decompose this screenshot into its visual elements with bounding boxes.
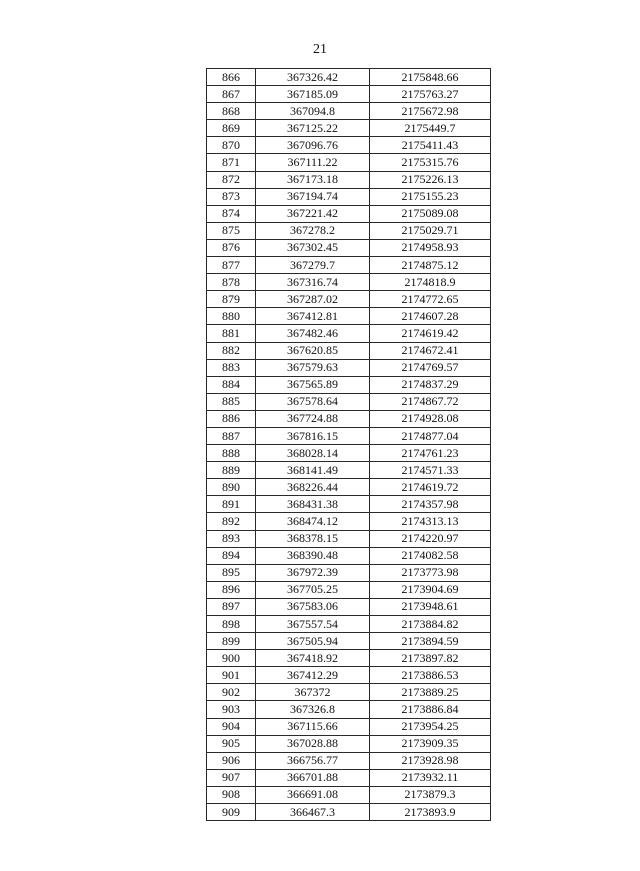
y-coordinate-cell: 2173954.25: [370, 718, 491, 735]
x-coordinate-cell: 367326.42: [256, 69, 370, 86]
x-coordinate-cell: 367816.15: [256, 427, 370, 444]
y-coordinate-cell: 2175763.27: [370, 86, 491, 103]
point-number-cell: 896: [207, 581, 256, 598]
point-number-cell: 897: [207, 598, 256, 615]
point-number-cell: 870: [207, 137, 256, 154]
table-row: [207, 804, 491, 821]
table-row: [207, 239, 491, 256]
x-coordinate-cell: 367287.02: [256, 291, 370, 308]
table-row: [207, 222, 491, 239]
table-row: [207, 530, 491, 547]
y-coordinate-cell: 2173893.9: [370, 804, 491, 821]
x-coordinate-cell: 367505.94: [256, 633, 370, 650]
x-coordinate-cell: 367579.63: [256, 359, 370, 376]
point-number-cell: 908: [207, 786, 256, 803]
y-coordinate-cell: 2174837.29: [370, 376, 491, 393]
y-coordinate-cell: 2173904.69: [370, 581, 491, 598]
table-row: [207, 86, 491, 103]
y-coordinate-cell: 2173909.35: [370, 735, 491, 752]
table-row: [207, 718, 491, 735]
point-number-cell: 886: [207, 410, 256, 427]
x-coordinate-cell: 367221.42: [256, 205, 370, 222]
x-coordinate-cell: 368226.44: [256, 479, 370, 496]
table-row: [207, 69, 491, 86]
point-number-cell: 898: [207, 616, 256, 633]
y-coordinate-cell: 2174357.98: [370, 496, 491, 513]
x-coordinate-cell: 366691.08: [256, 786, 370, 803]
x-coordinate-cell: 367482.46: [256, 325, 370, 342]
table-row: [207, 120, 491, 137]
x-coordinate-cell: 367111.22: [256, 154, 370, 171]
table-row: [207, 188, 491, 205]
table-row: [207, 154, 491, 171]
y-coordinate-cell: 2174818.9: [370, 274, 491, 291]
x-coordinate-cell: 367094.8: [256, 103, 370, 120]
y-coordinate-cell: 2173879.3: [370, 786, 491, 803]
table-row: [207, 633, 491, 650]
table-row: [207, 137, 491, 154]
y-coordinate-cell: 2173932.11: [370, 769, 491, 786]
point-number-cell: 877: [207, 257, 256, 274]
point-number-cell: 883: [207, 359, 256, 376]
y-coordinate-cell: 2174769.57: [370, 359, 491, 376]
x-coordinate-cell: 367028.88: [256, 735, 370, 752]
page-number: 21: [313, 42, 327, 57]
point-number-cell: 869: [207, 120, 256, 137]
x-coordinate-cell: 368028.14: [256, 445, 370, 462]
point-number-cell: 892: [207, 513, 256, 530]
x-coordinate-cell: 368474.12: [256, 513, 370, 530]
table-row: [207, 103, 491, 120]
point-number-cell: 895: [207, 564, 256, 581]
point-number-cell: 907: [207, 769, 256, 786]
point-number-cell: 893: [207, 530, 256, 547]
y-coordinate-cell: 2173889.25: [370, 684, 491, 701]
y-coordinate-cell: 2173773.98: [370, 564, 491, 581]
y-coordinate-cell: 2173928.98: [370, 752, 491, 769]
point-number-cell: 887: [207, 427, 256, 444]
point-number-cell: 890: [207, 479, 256, 496]
y-coordinate-cell: 2174958.93: [370, 239, 491, 256]
x-coordinate-cell: 367173.18: [256, 171, 370, 188]
table-row: [207, 513, 491, 530]
point-number-cell: 873: [207, 188, 256, 205]
x-coordinate-cell: 367372: [256, 684, 370, 701]
table-row: [207, 479, 491, 496]
point-number-cell: 878: [207, 274, 256, 291]
x-coordinate-cell: 367125.22: [256, 120, 370, 137]
point-number-cell: 894: [207, 547, 256, 564]
point-number-cell: 867: [207, 86, 256, 103]
y-coordinate-cell: 2174867.72: [370, 393, 491, 410]
point-number-cell: 866: [207, 69, 256, 86]
x-coordinate-cell: 366756.77: [256, 752, 370, 769]
x-coordinate-cell: 368378.15: [256, 530, 370, 547]
y-coordinate-cell: 2174761.23: [370, 445, 491, 462]
x-coordinate-cell: 367578.64: [256, 393, 370, 410]
x-coordinate-cell: 368431.38: [256, 496, 370, 513]
x-coordinate-cell: 367972.39: [256, 564, 370, 581]
x-coordinate-cell: 367096.76: [256, 137, 370, 154]
y-coordinate-cell: 2173897.82: [370, 650, 491, 667]
y-coordinate-cell: 2175155.23: [370, 188, 491, 205]
point-number-cell: 881: [207, 325, 256, 342]
y-coordinate-cell: 2175029.71: [370, 222, 491, 239]
y-coordinate-cell: 2175449.7: [370, 120, 491, 137]
table-row: [207, 342, 491, 359]
y-coordinate-cell: 2174313.13: [370, 513, 491, 530]
table-row: [207, 427, 491, 444]
x-coordinate-cell: 367302.45: [256, 239, 370, 256]
x-coordinate-cell: 367185.09: [256, 86, 370, 103]
table-row: [207, 257, 491, 274]
point-number-cell: 905: [207, 735, 256, 752]
x-coordinate-cell: 367412.29: [256, 667, 370, 684]
y-coordinate-cell: 2175315.76: [370, 154, 491, 171]
point-number-cell: 901: [207, 667, 256, 684]
y-coordinate-cell: 2175411.43: [370, 137, 491, 154]
table-row: [207, 786, 491, 803]
table-row: [207, 701, 491, 718]
point-number-cell: 874: [207, 205, 256, 222]
point-number-cell: 879: [207, 291, 256, 308]
y-coordinate-cell: 2174875.12: [370, 257, 491, 274]
point-number-cell: 880: [207, 308, 256, 325]
x-coordinate-cell: 367316.74: [256, 274, 370, 291]
point-number-cell: 876: [207, 239, 256, 256]
table-row: [207, 410, 491, 427]
table-row: [207, 376, 491, 393]
x-coordinate-cell: 368141.49: [256, 462, 370, 479]
x-coordinate-cell: 367705.25: [256, 581, 370, 598]
point-number-cell: 875: [207, 222, 256, 239]
table-row: [207, 735, 491, 752]
point-number-cell: 899: [207, 633, 256, 650]
coordinates-table: [206, 68, 491, 821]
y-coordinate-cell: 2173886.84: [370, 701, 491, 718]
y-coordinate-cell: 2174619.42: [370, 325, 491, 342]
table-row: [207, 496, 491, 513]
y-coordinate-cell: 2174571.33: [370, 462, 491, 479]
point-number-cell: 872: [207, 171, 256, 188]
x-coordinate-cell: 367565.89: [256, 376, 370, 393]
x-coordinate-cell: 367620.85: [256, 342, 370, 359]
x-coordinate-cell: 368390.48: [256, 547, 370, 564]
table-row: [207, 274, 491, 291]
y-coordinate-cell: 2173948.61: [370, 598, 491, 615]
y-coordinate-cell: 2173894.59: [370, 633, 491, 650]
y-coordinate-cell: 2174607.28: [370, 308, 491, 325]
point-number-cell: 888: [207, 445, 256, 462]
x-coordinate-cell: 367412.81: [256, 308, 370, 325]
table-row: [207, 325, 491, 342]
y-coordinate-cell: 2174877.04: [370, 427, 491, 444]
point-number-cell: 868: [207, 103, 256, 120]
table-row: [207, 291, 491, 308]
y-coordinate-cell: 2173884.82: [370, 616, 491, 633]
table-row: [207, 359, 491, 376]
point-number-cell: 889: [207, 462, 256, 479]
table-row: [207, 769, 491, 786]
table-row: [207, 616, 491, 633]
point-number-cell: 900: [207, 650, 256, 667]
y-coordinate-cell: 2174672.41: [370, 342, 491, 359]
table-row: [207, 684, 491, 701]
table-row: [207, 308, 491, 325]
point-number-cell: 891: [207, 496, 256, 513]
x-coordinate-cell: 367279.7: [256, 257, 370, 274]
y-coordinate-cell: 2175848.66: [370, 69, 491, 86]
y-coordinate-cell: 2174220.97: [370, 530, 491, 547]
table-row: [207, 547, 491, 564]
point-number-cell: 871: [207, 154, 256, 171]
table-row: [207, 564, 491, 581]
point-number-cell: 904: [207, 718, 256, 735]
y-coordinate-cell: 2173886.53: [370, 667, 491, 684]
point-number-cell: 902: [207, 684, 256, 701]
x-coordinate-cell: 367583.06: [256, 598, 370, 615]
y-coordinate-cell: 2175672.98: [370, 103, 491, 120]
table-row: [207, 205, 491, 222]
point-number-cell: 882: [207, 342, 256, 359]
x-coordinate-cell: 366701.88: [256, 769, 370, 786]
table-row: [207, 598, 491, 615]
y-coordinate-cell: 2174928.08: [370, 410, 491, 427]
y-coordinate-cell: 2175226.13: [370, 171, 491, 188]
table-row: [207, 462, 491, 479]
x-coordinate-cell: 367418.92: [256, 650, 370, 667]
table-row: [207, 581, 491, 598]
table-row: [207, 171, 491, 188]
y-coordinate-cell: 2174772.65: [370, 291, 491, 308]
point-number-cell: 885: [207, 393, 256, 410]
x-coordinate-cell: 367278.2: [256, 222, 370, 239]
y-coordinate-cell: 2174082.58: [370, 547, 491, 564]
x-coordinate-cell: 367326.8: [256, 701, 370, 718]
x-coordinate-cell: 367557.54: [256, 616, 370, 633]
table-row: [207, 393, 491, 410]
table-row: [207, 650, 491, 667]
point-number-cell: 909: [207, 804, 256, 821]
point-number-cell: 884: [207, 376, 256, 393]
x-coordinate-cell: 367115.66: [256, 718, 370, 735]
point-number-cell: 903: [207, 701, 256, 718]
x-coordinate-cell: 367194.74: [256, 188, 370, 205]
table-row: [207, 445, 491, 462]
coordinates-table-body: [207, 69, 491, 821]
point-number-cell: 906: [207, 752, 256, 769]
x-coordinate-cell: 367724.88: [256, 410, 370, 427]
y-coordinate-cell: 2175089.08: [370, 205, 491, 222]
x-coordinate-cell: 366467.3: [256, 804, 370, 821]
table-row: [207, 667, 491, 684]
y-coordinate-cell: 2174619.72: [370, 479, 491, 496]
table-row: [207, 752, 491, 769]
